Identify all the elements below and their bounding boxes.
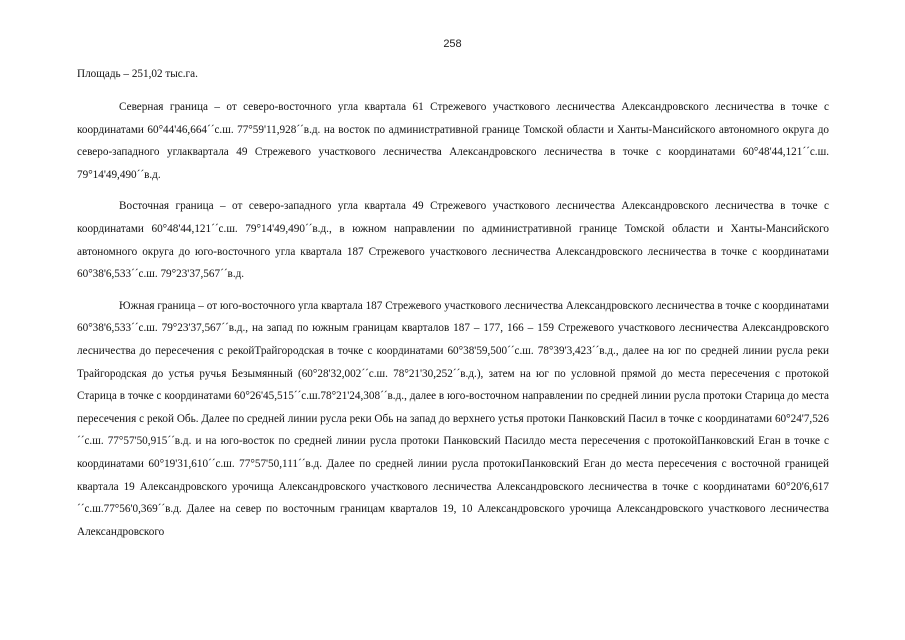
south-boundary-paragraph: Южная граница – от юго-восточного угла квартала 187 Стрежевого участкового лесничества Александровского лесничества в точке с координатами 60°38'6,533´´с.ш. 79°23'37,567´´в.д., на запад по южным границам кварталов 187 – 177, 166 – 159 Стрежевого участкового лесничества Александровского лесничества до пересечения с рекойТрайгородская в точке с координатами 60°38'59,500´´с.ш. 78°39'3,423´´в.д., далее на юг по средней линии русла реки Трайгородская до устья ручья Безымянный (60°28'32,002´´с.ш. 78°21'30,252´´в.д.), затем на юг по условной прямой до места пересечения с протокой Старица в точке с координатами 60°26'45,515´´с.ш.78°21'24,308´´в.д., далее в юго-восточном направлении по средней линии русла протоки Старица до места пересечения с рекой Обь. Далее по средней линии русла реки Обь на запад до верхнего устья протоки Панковский Пасил в точке с координатами 60°24'7,526´´с.ш. 77°57'50,915´´в.д. и на юго-восток по средней линии русла протоки Панковский Пасилдо места пересечения с протокойПанковский Еган в точке с координатами 60°19'31,610´´с.ш. 77°57'50,111´´в.д. Далее по средней линии русла протокиПанковский Еган до места пересечения с восточной границей квартала 19 Александровского урочища Александровского участкового лесничества Александровского лесничества в точке с координатами 60°20'6,617´´с.ш.77°56'0,369´´в.д. Далее на север по восточным границам кварталов 19, 10 Александровского урочища Александровского участкового лесничества Александровского bbox=[77, 299, 829, 538]
east-boundary-paragraph: Восточная граница – от северо-западного угла квартала 49 Стрежевого участкового лесничества Александровского лесничества в точке с координатами 60°48'44,121´´с.ш. 79°14'49,490´´в.д., в южном направлении по административной границе Томской области и Ханты-Мансийского автономного округа до юго-восточного угла квартала 187 Стрежевого участкового лесничества Александровского лесничества в точке с координатами 60°38'6,533´´с.ш. 79°23'37,567´´в.д. bbox=[77, 200, 829, 281]
north-boundary-paragraph: Северная граница – от северо-восточного угла квартала 61 Стрежевого участкового лесничества Александровского лесничества в точке с координатами 60°44'46,664´´с.ш. 77°59'11,928´´в.д. на восток по административной границе Томской области и Ханты-Мансийского автономного округа до северо-западного углаквартала 49 Стрежевого участкового лесничества Александровского лесничества в точке с координатами 60°48'44,121´´с.ш. 79°14'49,490´´в.д. bbox=[77, 101, 829, 181]
area-statement: Площадь – 251,02 тыс.га. bbox=[77, 68, 198, 80]
document-body bbox=[77, 65, 829, 543]
page-number: 258 bbox=[443, 38, 462, 50]
